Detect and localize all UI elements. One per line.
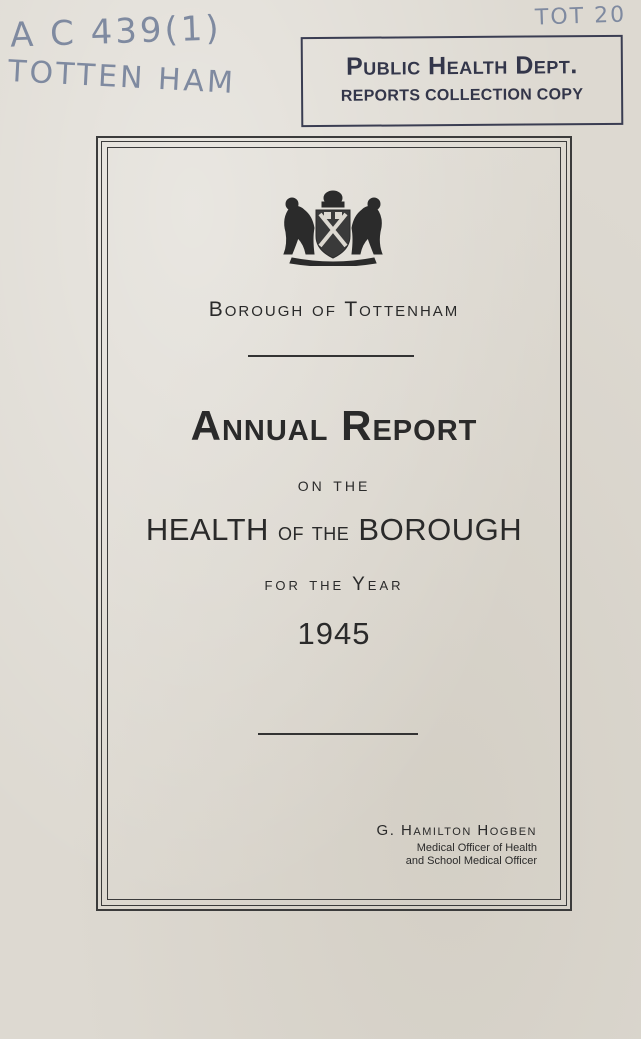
collection-stamp	[301, 35, 624, 127]
officer-name: G. Hamilton Hogben	[376, 822, 537, 839]
borough-word: BOROUGH	[358, 512, 523, 547]
report-year: 1945	[297, 616, 371, 651]
divider-top	[248, 355, 414, 357]
of-the-word: of the	[278, 516, 350, 546]
report-title: Annual Report	[190, 402, 478, 449]
officer-title-2: and School Medical Officer	[405, 855, 537, 867]
divider-bottom	[258, 733, 418, 735]
handwritten-place: TOTTEN HAM	[7, 54, 237, 101]
stamp-line-1: Public Health Dept.	[345, 51, 578, 81]
for-the-year-text: for the Year	[264, 574, 404, 595]
health-word: HEALTH	[145, 512, 269, 547]
handwritten-number: TOT 20	[534, 2, 627, 31]
handwritten-reference: A C 439(1)	[9, 8, 223, 56]
borough-name: Borough of Tottenham	[208, 298, 460, 321]
health-line	[107, 512, 561, 548]
on-the-text: on the	[297, 474, 371, 496]
officer-title-1: Medical Officer of Health	[416, 842, 537, 854]
stamp-line-2: REPORTS COLLECTION COPY	[340, 86, 584, 105]
coat-of-arms-icon	[278, 188, 388, 266]
